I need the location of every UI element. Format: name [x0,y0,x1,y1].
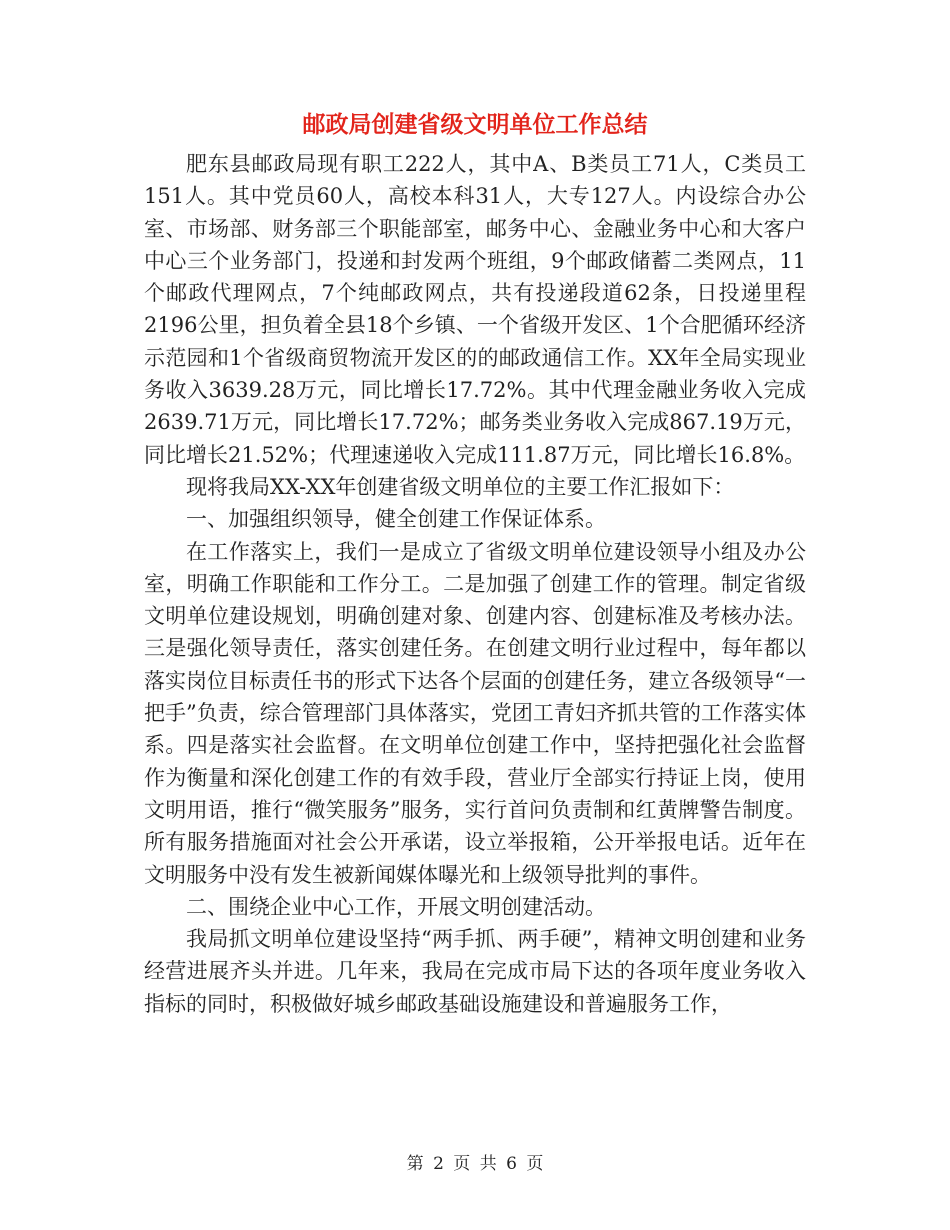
section-heading-2: 二、围绕企业中心工作，开展文明创建活动。 [186,894,606,919]
paragraph-staff-overview: 肥东县邮政局现有职工222人，其中A、B类员工71人，C类员工151人。其中党员60人，高校本科31人，大专127人。内设综合办公室、市场部、财务部三个职能部室，邮务中心、金融业务中心和大客户中心三个业务部门，投递和封发两个班组，9个邮政储蓄二类网点，11个邮政代理网点，7个纯邮政网点，共有投递段道62条，日投递里程2196公里，担负着全县18个乡镇、一个省级开发区、1个合肥循环经济示范园和1个省级商贸物流开发区的的邮政通信工作。XX年全局实现业务收入3639.28万元，同比增长17.72%。其中代理金融业务收入完成2639.71万元，同比增长17.72%；邮务类业务收入完成867.19万元，同比增长21.52%；代理速递收入完成111.87万元，同比增长16.8%。 [144,152,806,467]
paragraph-organization: 在工作落实上，我们一是成立了省级文明单位建设领导小组及办公室，明确工作职能和工作分工。二是加强了创建工作的管理。制定省级文明单位建设规划，明确创建对象、创建内容、创建标准及考核办法。三是强化领导责任，落实创建任务。在创建文明行业过程中，每年都以落实岗位目标责任书的形式下达各个层面的创建任务，建立各级领导“一把手”负责，综合管理部门具体落实，党团工青妇齐抓共管的工作落实体系。四是落实社会监督。在文明单位创建工作中，坚持把强化社会监督作为衡量和深化创建工作的有效手段，营业厅全部实行持证上岗，使用文明用语，推行“微笑服务”服务，实行首问负责制和红黄牌警告制度。所有服务措施面对社会公开承诺，设立举报箱，公开举报电话。近年在文明服务中没有发生被新闻媒体曝光和上级领导批判的事件。 [144,539,806,887]
document-body [144,148,806,1020]
paragraph-report-intro: 现将我局XX-XX年创建省级文明单位的主要工作汇报如下： [186,474,735,499]
paragraph-activities: 我局抓文明单位建设坚持“两手抓、两手硬”，精神文明创建和业务经营进展齐头并进。几年来，我局在完成市局下达的各项年度业务收入指标的同时，积极做好城乡邮政基础设施建设和普遍服务工作， [144,927,806,1016]
page-number-footer: 第 2 页 共 6 页 [406,1154,544,1174]
section-heading-1: 一、加强组织领导，健全创建工作保证体系。 [186,507,606,532]
document-title: 邮政局创建省级文明单位工作总结 [302,111,648,138]
